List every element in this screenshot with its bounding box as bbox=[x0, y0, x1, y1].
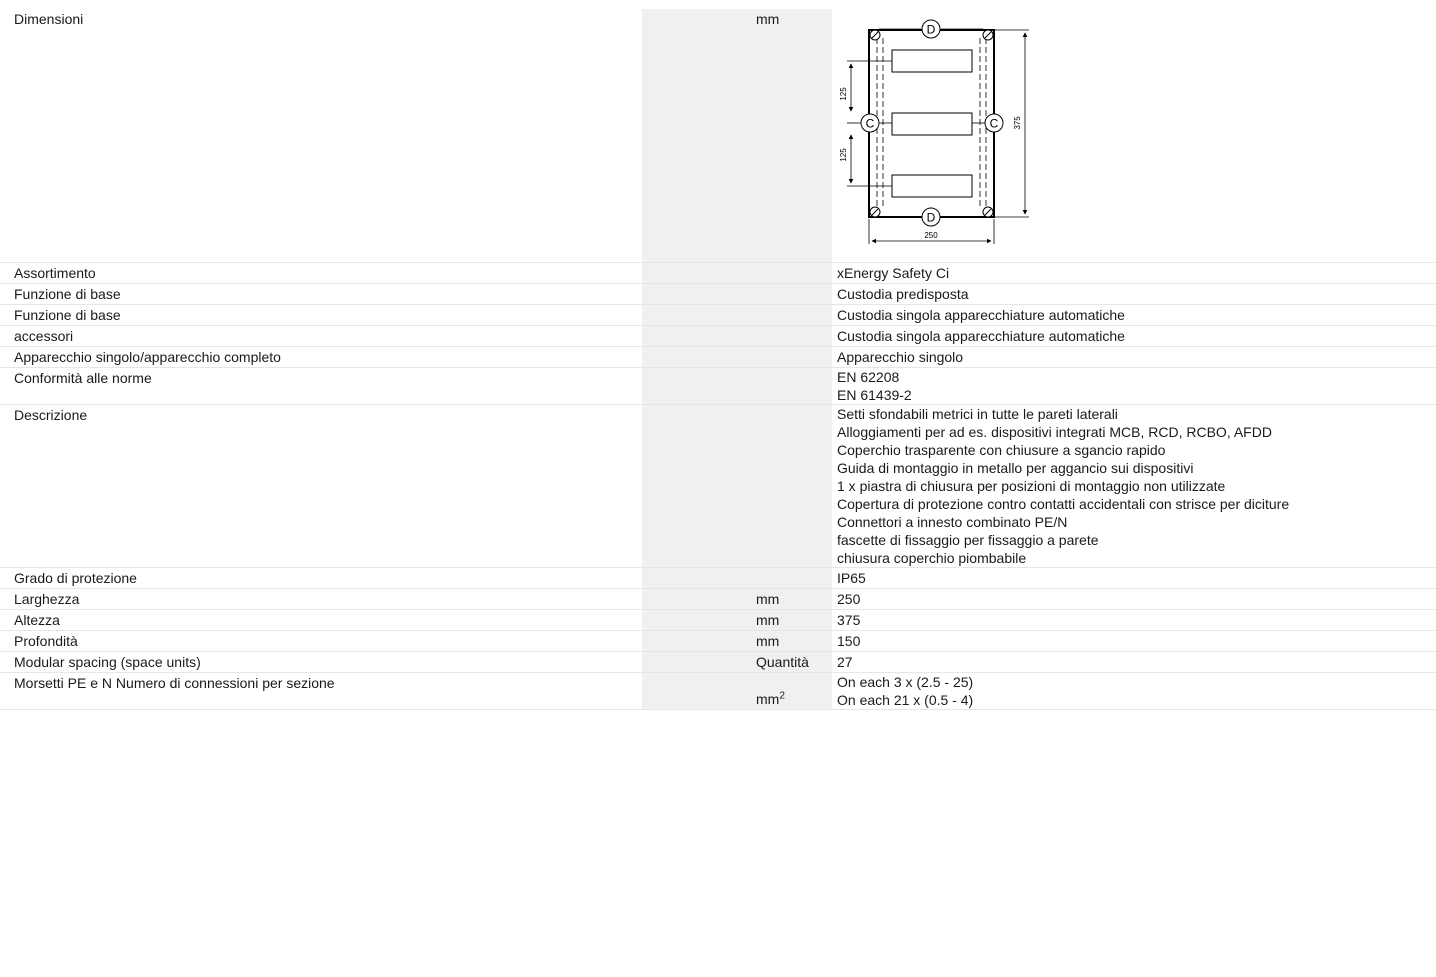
value-cell bbox=[832, 304, 1436, 325]
value-cell bbox=[832, 609, 1436, 630]
row-value-line: fascette di fissaggio per fissaggio a parete bbox=[837, 531, 1099, 548]
row-label: Profondità bbox=[14, 632, 78, 649]
shade-cell bbox=[642, 609, 756, 630]
unit-cell bbox=[756, 367, 832, 404]
row-value-line: chiusura coperchio piombabile bbox=[837, 549, 1027, 566]
row-label-cell bbox=[0, 567, 642, 588]
row-value: 375 bbox=[837, 611, 861, 628]
dim-height: 375 bbox=[1013, 116, 1022, 130]
shade-cell bbox=[642, 304, 756, 325]
row-value-line: On each 21 x (0.5 - 4) bbox=[837, 691, 974, 708]
row-value: Custodia singola apparecchiature automatiche bbox=[837, 306, 1125, 323]
row-unit: Quantità bbox=[756, 653, 809, 670]
row-unit: mm bbox=[756, 11, 780, 27]
row-unit: mm bbox=[756, 611, 780, 628]
row-value-line: Copertura di protezione contro contatti accidentali con strisce per diciture bbox=[837, 495, 1290, 512]
enclosure-dimension-drawing-icon bbox=[837, 12, 1047, 244]
row-value-line: 1 x piastra di chiusura per posizioni di montaggio non utilizzate bbox=[837, 477, 1226, 494]
row-label-cell bbox=[0, 262, 642, 283]
shade-cell bbox=[642, 283, 756, 304]
row-label-cell bbox=[0, 367, 642, 404]
unit-cell bbox=[756, 609, 832, 630]
spec-row-assortimento bbox=[0, 262, 1436, 283]
row-value: IP65 bbox=[837, 569, 866, 586]
spec-table bbox=[0, 9, 1436, 710]
shade-cell bbox=[642, 346, 756, 367]
row-label: Larghezza bbox=[14, 590, 80, 607]
row-label-cell bbox=[0, 346, 642, 367]
dim-lower: 125 bbox=[839, 148, 848, 162]
unit-cell bbox=[756, 346, 832, 367]
value-cell bbox=[832, 9, 1436, 262]
shade-cell bbox=[642, 262, 756, 283]
row-label-cell bbox=[0, 630, 642, 651]
row-label: Funzione di base bbox=[14, 285, 121, 302]
row-value-line: Setti sfondabili metrici in tutte le pareti laterali bbox=[837, 405, 1118, 422]
row-label-cell bbox=[0, 672, 642, 709]
spec-row-grado-protezione bbox=[0, 567, 1436, 588]
row-label: accessori bbox=[14, 327, 74, 344]
spec-row-morsetti bbox=[0, 672, 1436, 709]
unit-cell bbox=[756, 9, 832, 262]
row-label-cell bbox=[0, 325, 642, 346]
spec-row-altezza bbox=[0, 609, 1436, 630]
row-label: Funzione di base bbox=[14, 306, 121, 323]
dim-width: 250 bbox=[924, 231, 938, 240]
row-unit: mm bbox=[756, 632, 780, 649]
value-cell bbox=[832, 262, 1436, 283]
value-cell bbox=[832, 588, 1436, 609]
spec-row-profondita bbox=[0, 630, 1436, 651]
unit-cell bbox=[756, 588, 832, 609]
row-value: 250 bbox=[837, 590, 861, 607]
row-value-line: Connettori a innesto combinato PE/N bbox=[837, 513, 1068, 530]
value-cell bbox=[832, 325, 1436, 346]
row-label-cell bbox=[0, 609, 642, 630]
row-value: xEnergy Safety Ci bbox=[837, 264, 950, 281]
row-label: Altezza bbox=[14, 611, 60, 628]
dimension-diagram bbox=[837, 9, 1436, 244]
spec-row-conformita bbox=[0, 367, 1436, 404]
mark-right: C bbox=[989, 116, 999, 131]
row-label-cell bbox=[0, 304, 642, 325]
mark-top: D bbox=[926, 22, 936, 37]
value-cell bbox=[832, 651, 1436, 672]
row-value: 27 bbox=[837, 653, 853, 670]
row-unit bbox=[756, 689, 832, 709]
unit-cell bbox=[756, 567, 832, 588]
row-label: Morsetti PE e N Numero di connessioni per sezione bbox=[14, 674, 335, 691]
dim-upper: 125 bbox=[839, 87, 848, 101]
shade-cell bbox=[642, 367, 756, 404]
row-label-cell bbox=[0, 588, 642, 609]
unit-cell bbox=[756, 262, 832, 283]
row-label: Assortimento bbox=[14, 264, 96, 281]
row-label: Modular spacing (space units) bbox=[14, 653, 201, 670]
value-cell bbox=[832, 404, 1436, 567]
unit-cell bbox=[756, 651, 832, 672]
spec-row-descrizione bbox=[0, 404, 1436, 567]
unit-superscript: 2 bbox=[779, 689, 785, 701]
row-label-cell bbox=[0, 404, 642, 567]
spec-row-dimensioni bbox=[0, 9, 1436, 262]
unit-cell bbox=[756, 325, 832, 346]
unit-cell bbox=[756, 630, 832, 651]
row-label-cell bbox=[0, 9, 642, 262]
shade-cell bbox=[642, 325, 756, 346]
row-value-line: On each 3 x (2.5 - 25) bbox=[837, 673, 974, 690]
shade-cell bbox=[642, 567, 756, 588]
row-label-cell bbox=[0, 651, 642, 672]
spec-row-funzione-base-2 bbox=[0, 304, 1436, 325]
row-label: Apparecchio singolo/apparecchio completo bbox=[14, 348, 281, 365]
value-cell bbox=[832, 346, 1436, 367]
shade-cell bbox=[642, 404, 756, 567]
unit-base: mm bbox=[756, 690, 780, 707]
shade-cell bbox=[642, 630, 756, 651]
row-value: Custodia singola apparecchiature automatiche bbox=[837, 327, 1125, 344]
spec-row-accessori bbox=[0, 325, 1436, 346]
shade-cell bbox=[642, 672, 756, 709]
unit-cell bbox=[756, 672, 832, 709]
row-value-line: EN 61439-2 bbox=[837, 386, 912, 403]
value-cell bbox=[832, 567, 1436, 588]
shade-cell bbox=[642, 588, 756, 609]
row-value-line: Alloggiamenti per ad es. dispositivi integrati MCB, RCD, RCBO, AFDD bbox=[837, 423, 1272, 440]
row-value: Apparecchio singolo bbox=[837, 348, 964, 365]
value-cell bbox=[832, 672, 1436, 709]
row-value: 150 bbox=[837, 632, 861, 649]
value-cell bbox=[832, 283, 1436, 304]
row-value-line: Coperchio trasparente con chiusure a sgancio rapido bbox=[837, 441, 1166, 458]
row-label: Dimensioni bbox=[14, 11, 84, 27]
row-label: Grado di protezione bbox=[14, 569, 137, 586]
row-value: Custodia predisposta bbox=[837, 285, 969, 302]
shade-cell bbox=[642, 9, 756, 262]
mark-left: C bbox=[865, 116, 875, 131]
spec-row-funzione-base-1 bbox=[0, 283, 1436, 304]
row-label: Conformità alle norme bbox=[14, 369, 152, 386]
row-label: Descrizione bbox=[14, 406, 88, 423]
spec-row-larghezza bbox=[0, 588, 1436, 609]
unit-cell bbox=[756, 283, 832, 304]
spec-row-modular-spacing bbox=[0, 651, 1436, 672]
spec-row-apparecchio bbox=[0, 346, 1436, 367]
unit-cell bbox=[756, 404, 832, 567]
row-value-line: EN 62208 bbox=[837, 368, 900, 385]
mark-bottom: D bbox=[926, 210, 936, 225]
value-cell bbox=[832, 367, 1436, 404]
row-label-cell bbox=[0, 283, 642, 304]
page-header-strip bbox=[0, 0, 1436, 9]
shade-cell bbox=[642, 651, 756, 672]
unit-cell bbox=[756, 304, 832, 325]
row-value-line: Guida di montaggio in metallo per aggancio sui dispositivi bbox=[837, 459, 1194, 476]
value-cell bbox=[832, 630, 1436, 651]
row-unit: mm bbox=[756, 590, 780, 607]
